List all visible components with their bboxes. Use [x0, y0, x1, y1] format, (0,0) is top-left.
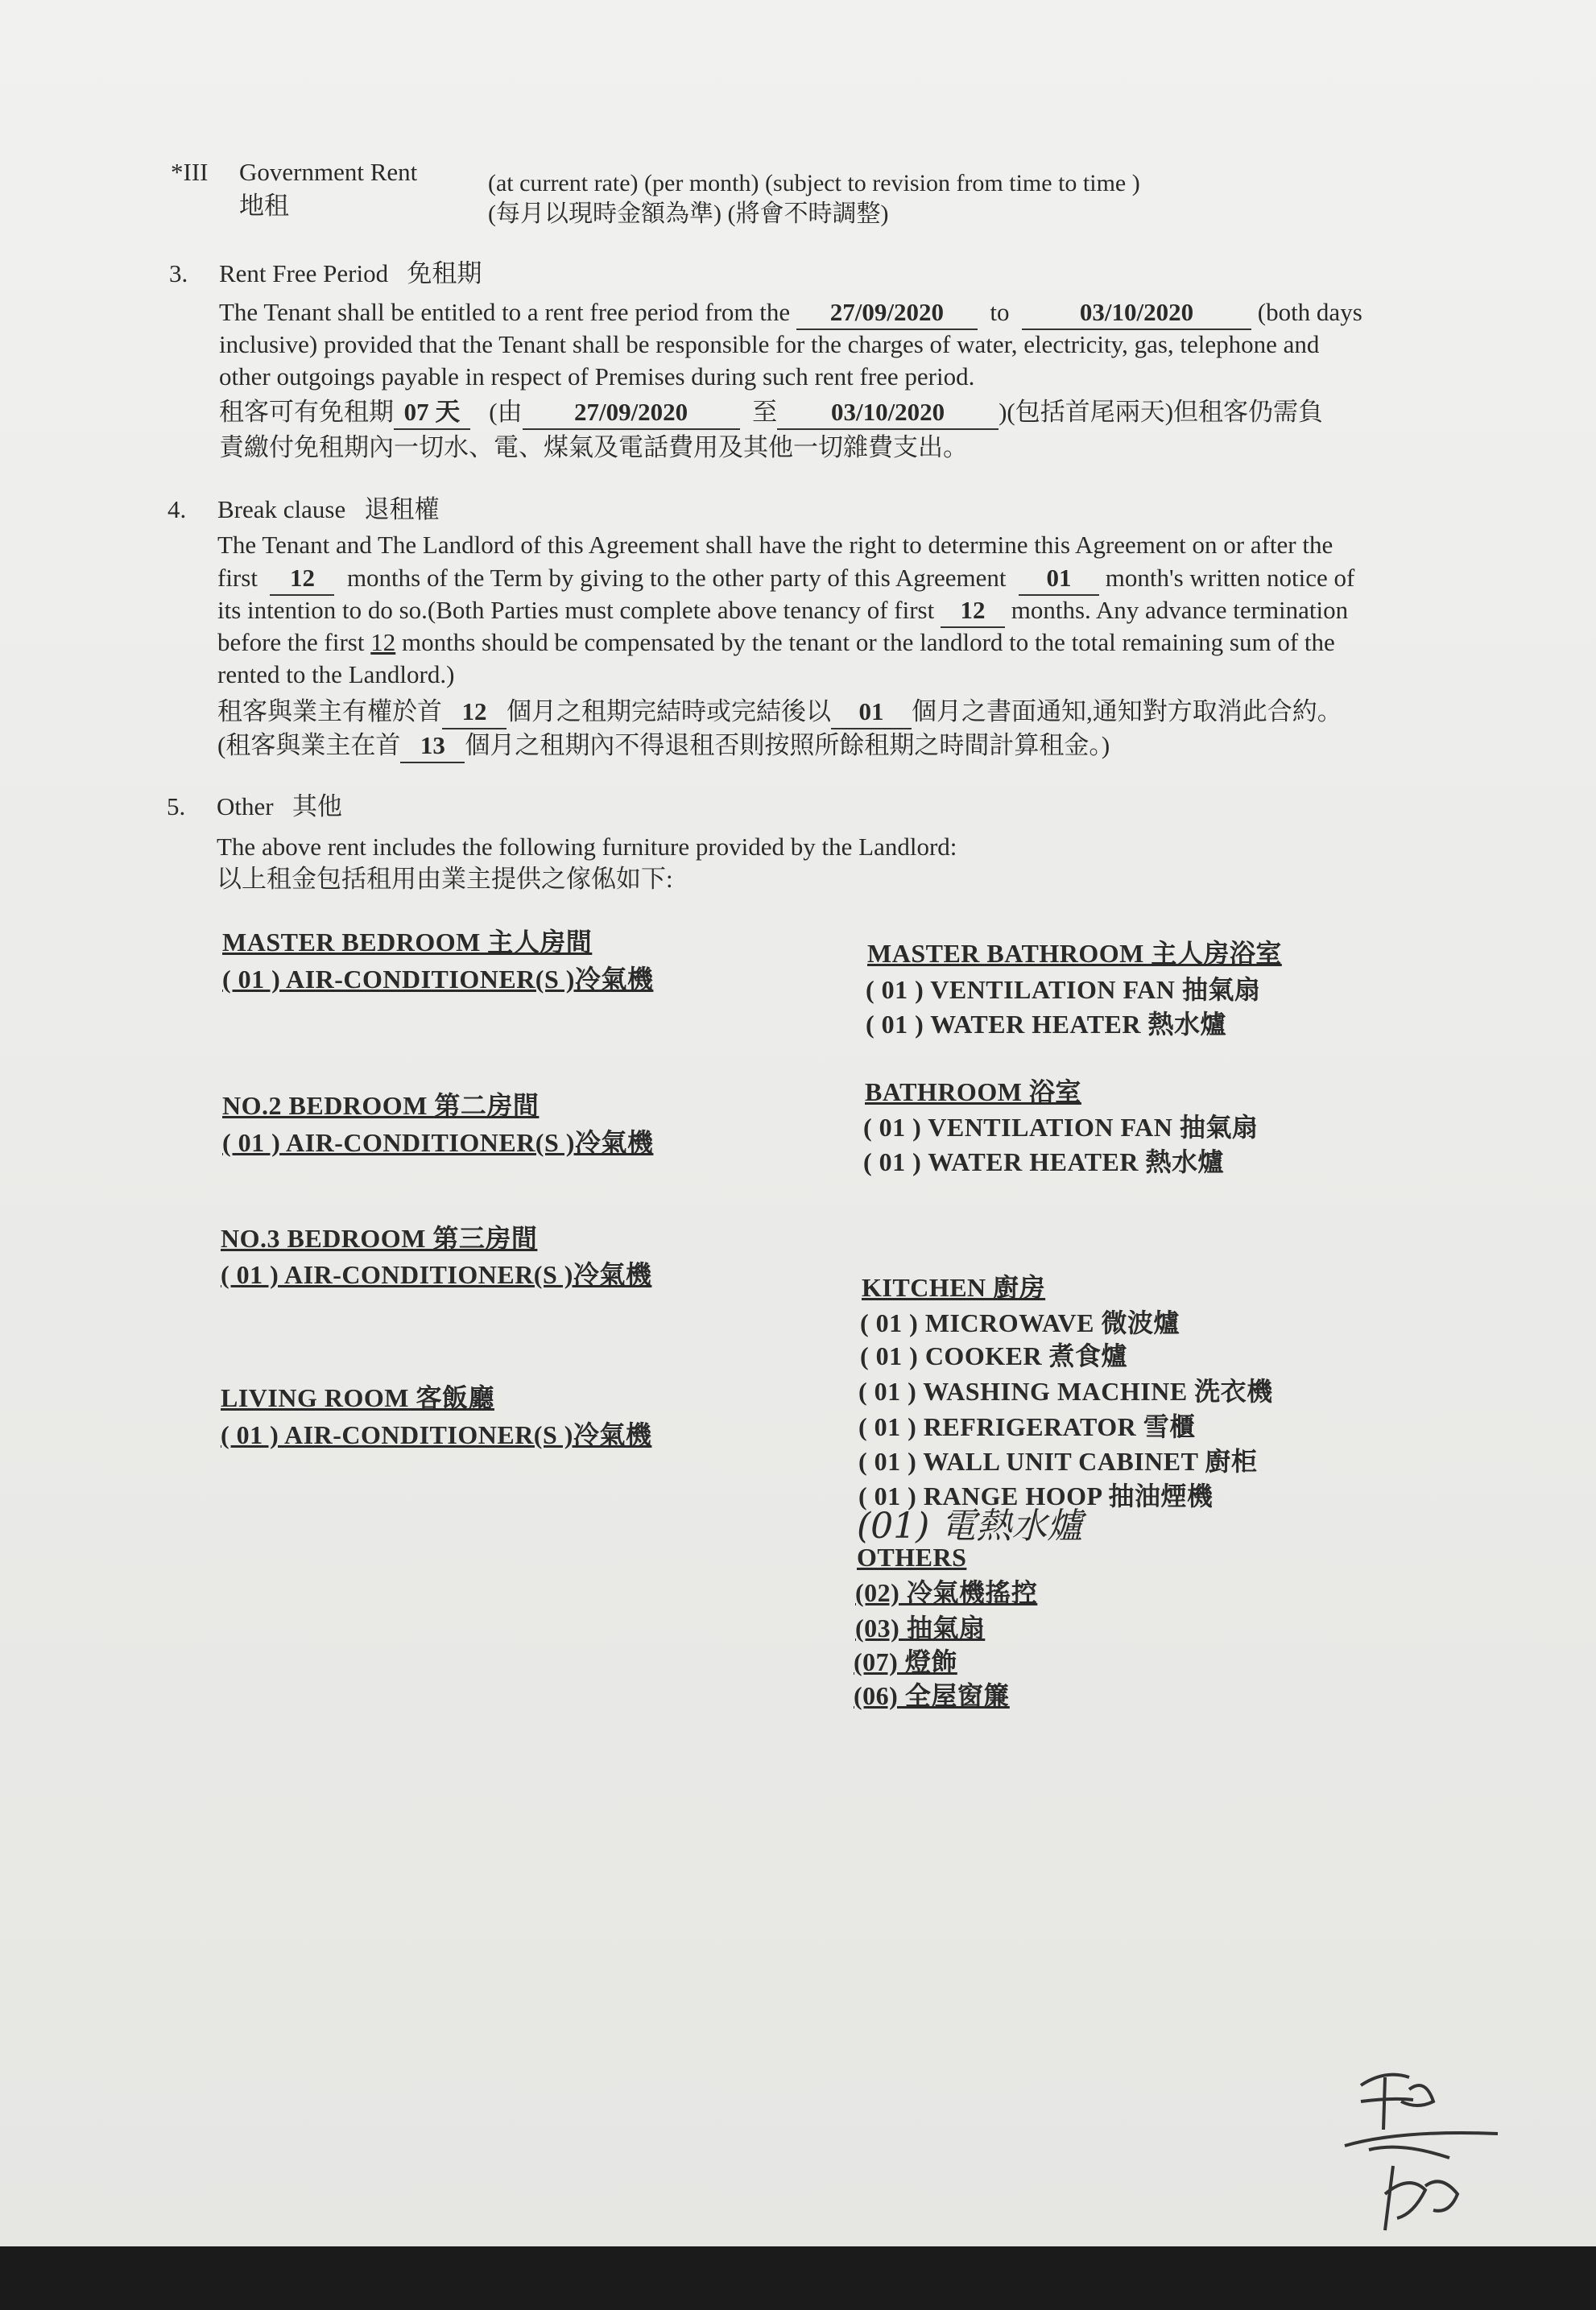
- gov-rent-note-zh: (每月以現時金額為準) (將會不時調整): [488, 200, 889, 227]
- break-notice-zh: 01: [831, 696, 912, 729]
- break-notice-months: 01: [1019, 562, 1099, 596]
- section-5-number: 5.: [167, 792, 186, 820]
- no3-bedroom-item: ( 01 ) AIR-CONDITIONER(S )冷氣機: [221, 1260, 652, 1289]
- s3-zh1a: 租客可有免租期: [219, 398, 394, 426]
- no2-bedroom-item: ( 01 ) AIR-CONDITIONER(S )冷氣機: [222, 1128, 654, 1157]
- section-4-line-5: rented to the Landlord.): [217, 660, 455, 688]
- others-item-2: (03) 抽氣扇: [855, 1614, 986, 1643]
- section-4-line-2: [217, 562, 1354, 596]
- s4-zh1c: 個月之書面通知,通知對方取消此合約。: [912, 697, 1342, 725]
- s3-zh-from-word: (由: [489, 398, 523, 426]
- living-room-heading: LIVING ROOM 客飯廳: [221, 1383, 494, 1412]
- bathroom-item-2: ( 01 ) WATER HEATER 熱水爐: [863, 1147, 1224, 1176]
- bathroom-item-1: ( 01 ) VENTILATION FAN 抽氣扇: [863, 1113, 1259, 1142]
- gov-rent-label-zh: 地租: [239, 192, 289, 220]
- kitchen-heading: KITCHEN 廚房: [862, 1273, 1046, 1302]
- s4-zh1b: 個月之租期完結時或完結後以: [507, 697, 831, 725]
- s4-zh1a: 租客與業主有權於首: [217, 697, 442, 725]
- living-room-item: ( 01 ) AIR-CONDITIONER(S )冷氣機: [221, 1420, 652, 1449]
- section-3-line-1: [219, 296, 1362, 330]
- section-3-zh-line-2: 責繳付免租期內一切水、電、煤氣及電話費用及其他一切雜費支出。: [219, 433, 968, 461]
- rent-free-from-date-zh: 27/09/2020: [523, 396, 740, 430]
- section-5-line-2: 以上租金包括租用由業主提供之傢俬如下:: [217, 865, 673, 893]
- s3-zh-to-word: 至: [752, 398, 778, 426]
- s4-l4b: months should be compensated by the tenant or the landlord to the total remaining sum of the: [401, 628, 1335, 656]
- gov-rent-label: Government Rent: [239, 158, 418, 186]
- section-5-title-zh: 其他: [291, 792, 342, 820]
- rent-free-to-date: 03/10/2020: [1022, 296, 1251, 330]
- master-bedroom-heading: MASTER BEDROOM 主人房間: [222, 928, 593, 957]
- section-3-title: [219, 258, 482, 290]
- section-4-title-zh: 退租權: [364, 495, 440, 523]
- section-3-line-3: other outgoings payable in respect of Premises during such rent free period.: [219, 362, 975, 391]
- section-4-number: 4.: [167, 495, 187, 523]
- s4-l3a: its intention to do so.(Both Parties must complete above tenancy of first: [217, 596, 935, 624]
- s4-l2c: month's written notice of: [1105, 564, 1355, 592]
- s4-l2a: first: [217, 564, 258, 592]
- break-months-zh-2: 13: [400, 729, 465, 763]
- rent-free-to-date-zh: 03/10/2020: [777, 396, 999, 430]
- section-3-line-2: inclusive) provided that the Tenant shall be responsible for the charges of water, electricity, gas, telephone and: [219, 330, 1320, 358]
- no2-bedroom-heading: NO.2 BEDROOM 第二房間: [222, 1091, 540, 1120]
- section-4-line-4: [217, 626, 1335, 659]
- screen-bottom-edge: [0, 2246, 1596, 2310]
- s4-l4a: before the first: [217, 628, 365, 656]
- others-item-4: (06) 全屋窗簾: [854, 1681, 1010, 1710]
- kitchen-item-4: ( 01 ) REFRIGERATOR 雪櫃: [858, 1412, 1196, 1441]
- master-bathroom-item-2: ( 01 ) WATER HEATER 熱水爐: [866, 1010, 1226, 1039]
- section-4-title-en: Break clause: [217, 495, 346, 523]
- signature-mark: [1337, 2053, 1514, 2238]
- s3-l1b: (both days: [1257, 298, 1362, 326]
- section-3-title-zh: 免租期: [407, 259, 482, 287]
- break-months-2: 12: [941, 594, 1005, 628]
- bathroom-heading: BATHROOM 浴室: [865, 1077, 1081, 1106]
- master-bedroom-item: ( 01 ) AIR-CONDITIONER(S )冷氣機: [222, 965, 654, 994]
- kitchen-item-5: ( 01 ) WALL UNIT CABINET 廚柜: [858, 1447, 1258, 1476]
- break-months-3: 12: [370, 628, 396, 656]
- section-3-zh-line-1: [219, 396, 1323, 430]
- kitchen-item-1: ( 01 ) MICROWAVE 微波爐: [860, 1308, 1180, 1337]
- section-3-number: 3.: [169, 259, 188, 287]
- s4-zh2a: (租客與業主在首: [217, 731, 401, 759]
- others-item-3: (07) 燈飾: [854, 1647, 957, 1676]
- s3-zh1b: )(包括首尾兩天)但租客仍需負: [999, 398, 1324, 426]
- master-bathroom-heading: MASTER BATHROOM 主人房浴室: [867, 939, 1282, 968]
- s3-l1a: The Tenant shall be entitled to a rent free period from the: [219, 298, 791, 326]
- section-5-line-1: The above rent includes the following furniture provided by the Landlord:: [217, 833, 957, 861]
- handwritten-water-heater: (01) 電熱水爐: [857, 1506, 1083, 1547]
- section-4-title: [217, 494, 439, 526]
- section-4-line-3: [217, 594, 1348, 628]
- kitchen-item-3: ( 01 ) WASHING MACHINE 洗衣機: [858, 1377, 1273, 1406]
- s4-zh2b: 個月之租期內不得退租否則按照所餘租期之時間計算租金。): [465, 731, 1110, 759]
- section-4-line-1: The Tenant and The Landlord of this Agreement shall have the right to determine this Agreement on or after the: [217, 531, 1333, 559]
- rent-free-days: 07 天: [394, 396, 470, 430]
- kitchen-item-6: ( 01 ) RANGE HOOP 抽油煙機: [858, 1481, 1214, 1510]
- rent-free-from-date: 27/09/2020: [796, 296, 978, 330]
- s3-to-word: to: [990, 298, 1010, 326]
- s4-l2b: months of the Term by giving to the other party of this Agreement: [346, 564, 1007, 592]
- section-4-zh-line-1: [217, 696, 1342, 729]
- kitchen-item-2: ( 01 ) COOKER 煮食爐: [860, 1341, 1128, 1370]
- gov-rent-number: *III: [171, 158, 209, 186]
- section-5-title: [217, 791, 342, 823]
- break-months-zh-1: 12: [442, 696, 507, 729]
- section-4-zh-line-2: [217, 729, 1110, 763]
- section-3-title-en: Rent Free Period: [219, 259, 389, 287]
- break-months-1: 12: [270, 562, 334, 596]
- no3-bedroom-heading: NO.3 BEDROOM 第三房間: [221, 1224, 538, 1253]
- gov-rent-note: (at current rate) (per month) (subject to revision from time to time ): [488, 170, 1140, 196]
- s4-l3b: months. Any advance termination: [1011, 596, 1349, 624]
- others-item-1: (02) 冷氣機搖控: [855, 1578, 1038, 1607]
- master-bathroom-item-1: ( 01 ) VENTILATION FAN 抽氣扇: [866, 975, 1261, 1004]
- section-5-title-en: Other: [217, 792, 274, 820]
- others-heading: OTHERS: [857, 1543, 967, 1572]
